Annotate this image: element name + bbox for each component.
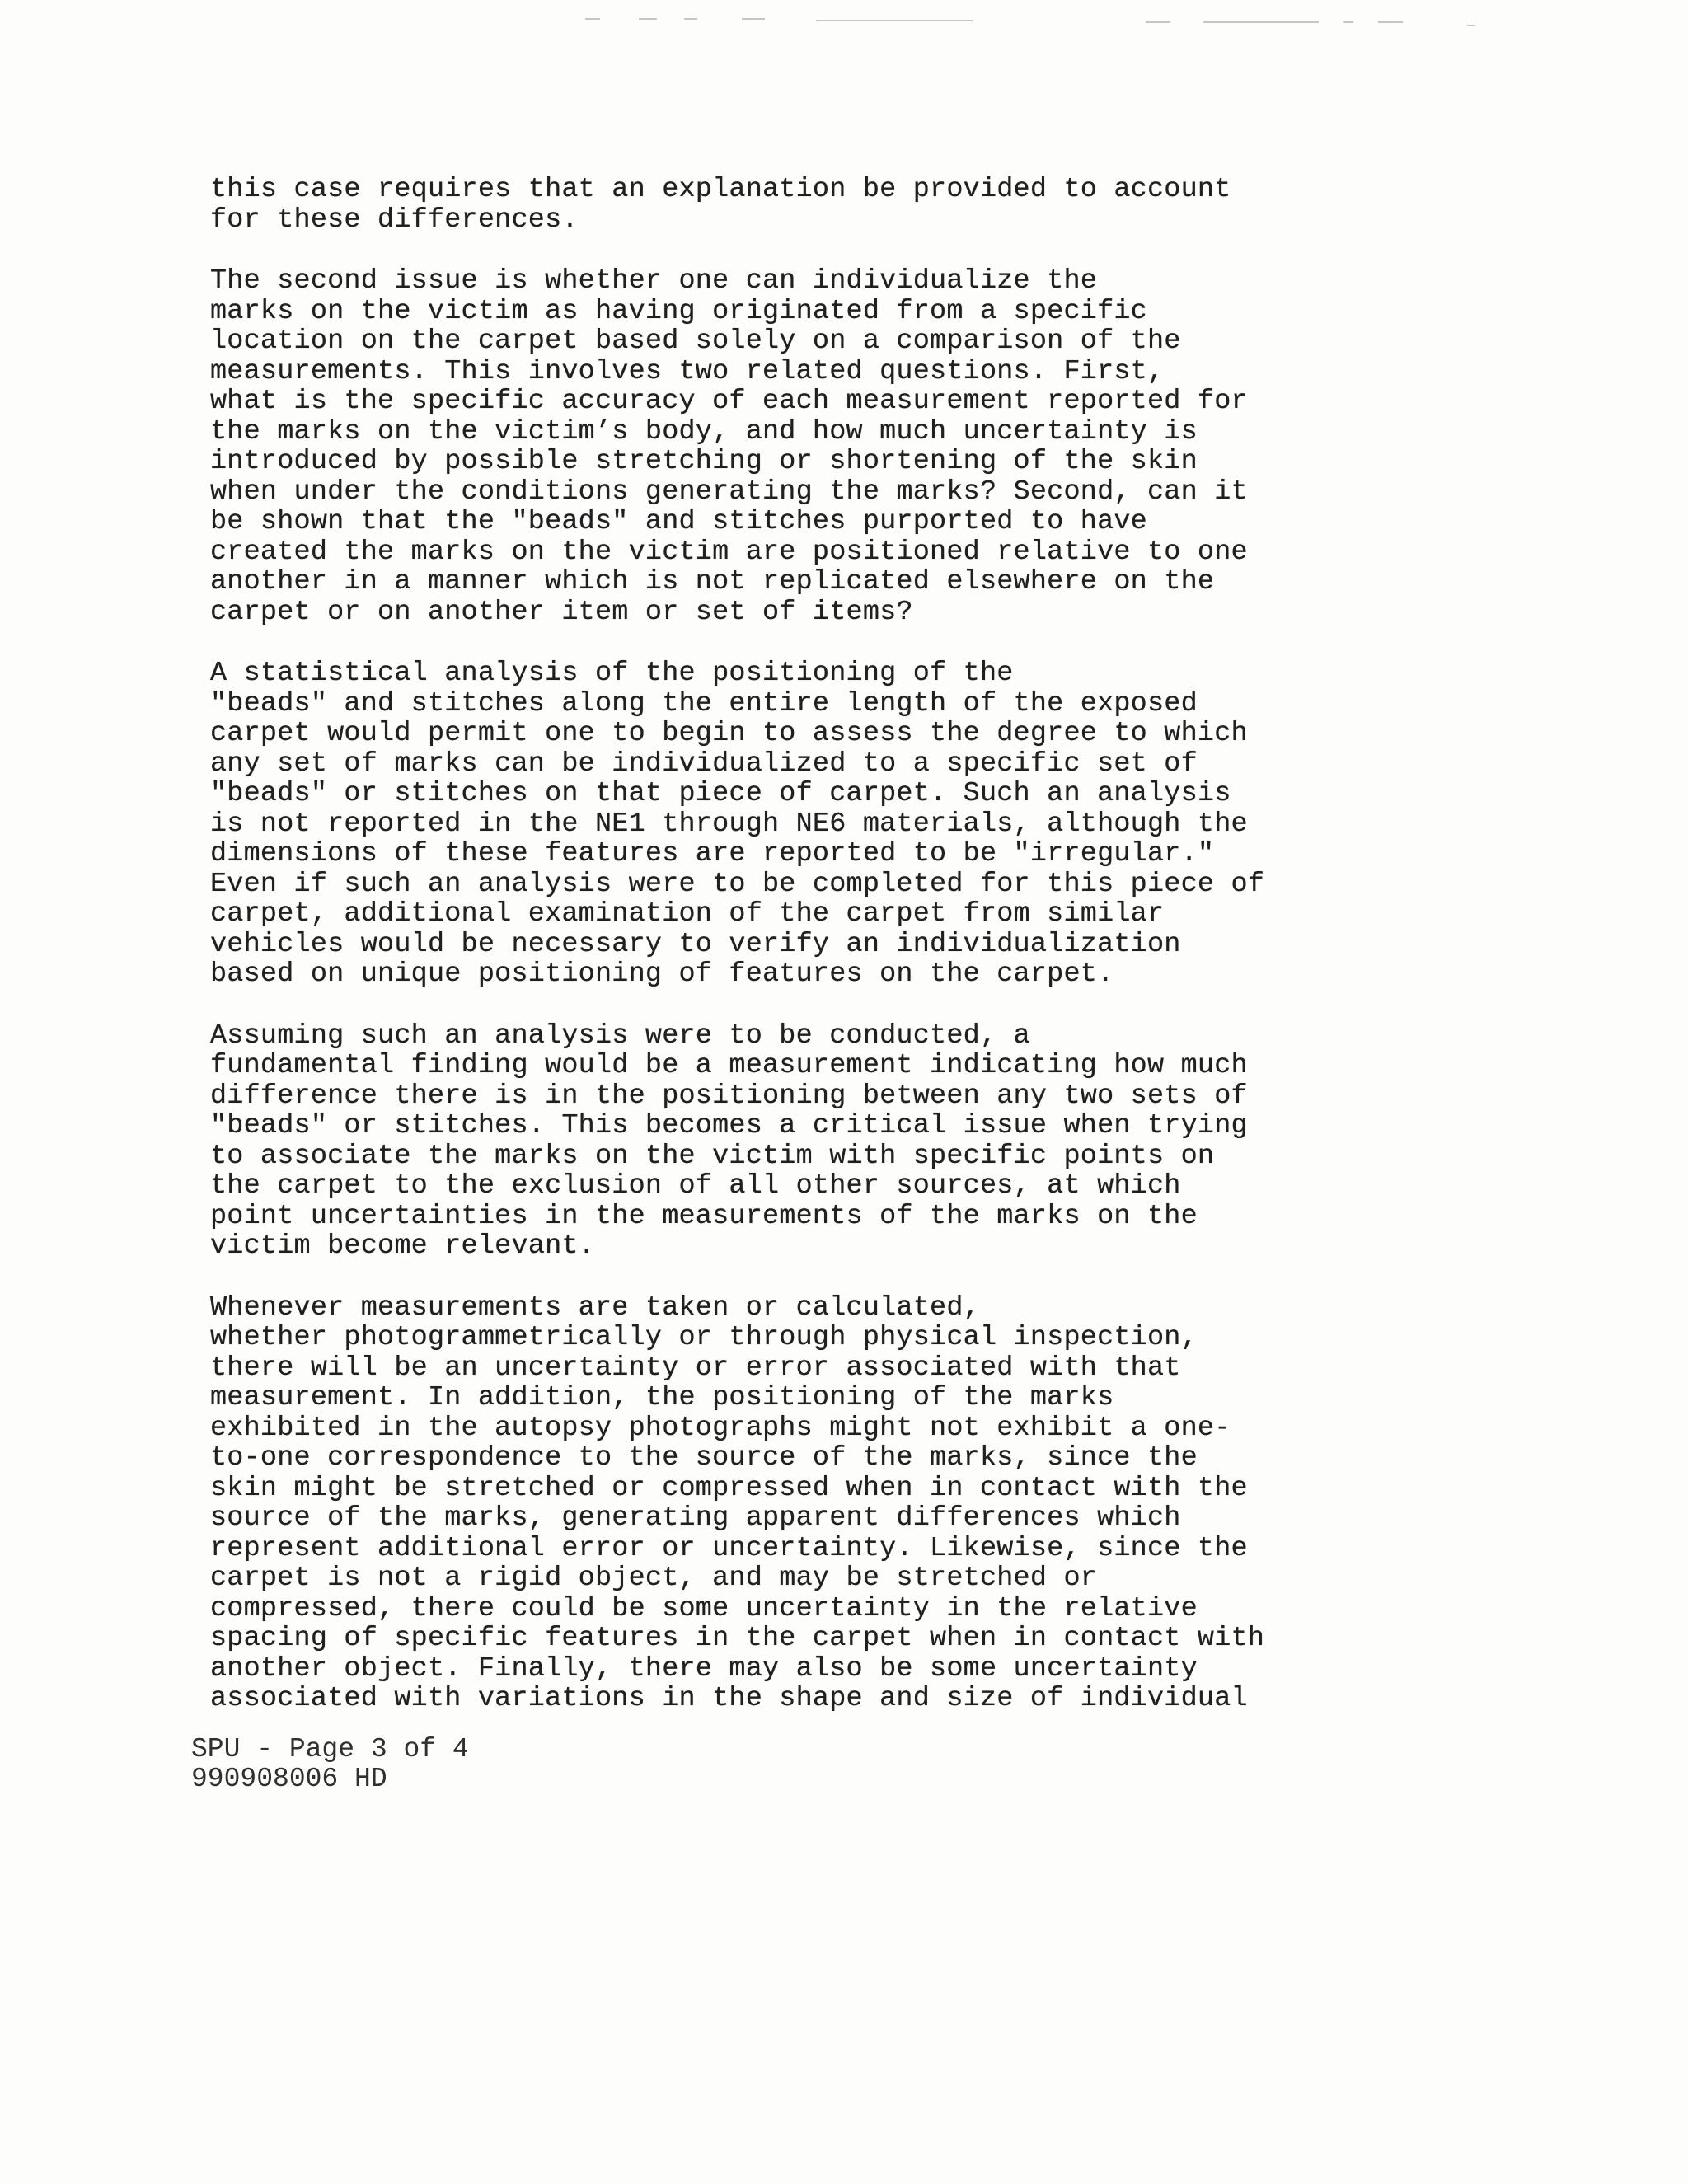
scan-artifact [1203,21,1319,23]
scan-artifact [684,18,697,20]
scan-artifact [639,18,657,20]
footer-page-number: SPU - Page 3 of 4 [191,1734,469,1765]
scan-artifact [1467,25,1475,26]
paragraph-continuation: this case requires that an explanation be provided to account for these differences. [210,174,1231,236]
paragraph-statistical-analysis: A statistical analysis of the positioning of the "beads" and stitches along the entire length of the exposed carpet would permit one to begin to assess the degree to which any set of marks can be individualized to a specific set of "beads" or stitches on that piece of carpet. Such an analysis is not reported in the NE1 through NE6 materials, although the dimensions of these features are reported to be "irregular." Even if such an analysis were to be completed for this piece of carpet, additional examination of the carpet from similar vehicles would be necessary to verify an individualization based on unique positioning of features on the carpet. [210,658,1265,990]
scan-artifact [1378,21,1403,23]
scan-artifact [585,18,600,20]
scan-artifact [742,18,765,20]
page-footer [191,1735,469,1794]
paragraph-measurement-uncertainty: Whenever measurements are taken or calculated, whether photogrammetrically or through physical inspection, there will be an uncertainty or error associated with that measurement. In addition, the positioning of the marks exhibited in the autopsy photographs might not exhibit a one- to-one correspondence to the source of the marks, since the skin might be stretched or compressed when in contact with the source of the marks, generating apparent differences which represent additional error or uncertainty. Likewise, since the carpet is not a rigid object, and may be stretched or compressed, there could be some uncertainty in the relative spacing of specific features in the carpet when in contact with another object. Finally, there may also be some uncertainty associated with variations in the shape and size of individual [210,1291,1265,1714]
paragraph-fundamental-finding: Assuming such an analysis were to be conducted, a fundamental finding would be a measurement indicating how much difference there is in the positioning between any two sets of "beads" or stitches. This becomes a critical issue when trying to associate the marks on the victim with specific points on the carpet to the exclusion of all other sources, at which point uncertainties in the measurements of the marks on the victim become relevant. [210,1019,1248,1262]
paragraph-second-issue: The second issue is whether one can individualize the marks on the victim as having originated from a specific location on the carpet based solely on a comparison of the measurements. This involves two related questions. First, what is the specific accuracy of each measurement reported for the marks on the victim’s body, and how much uncertainty is introduced by possible stretching or shortening of the skin when under the conditions generating the marks? Second, can it be shown that the "beads" and stitches purported to have created the marks on the victim are positioned relative to one another in a manner which is not replicated elsewhere on the carpet or on another item or set of items? [210,265,1248,628]
scan-artifact [1343,21,1353,23]
footer-document-id: 990908006 HD [191,1764,387,1794]
document-body [210,175,1414,1746]
scan-artifact [1146,21,1170,23]
scan-artifact [816,20,973,21]
